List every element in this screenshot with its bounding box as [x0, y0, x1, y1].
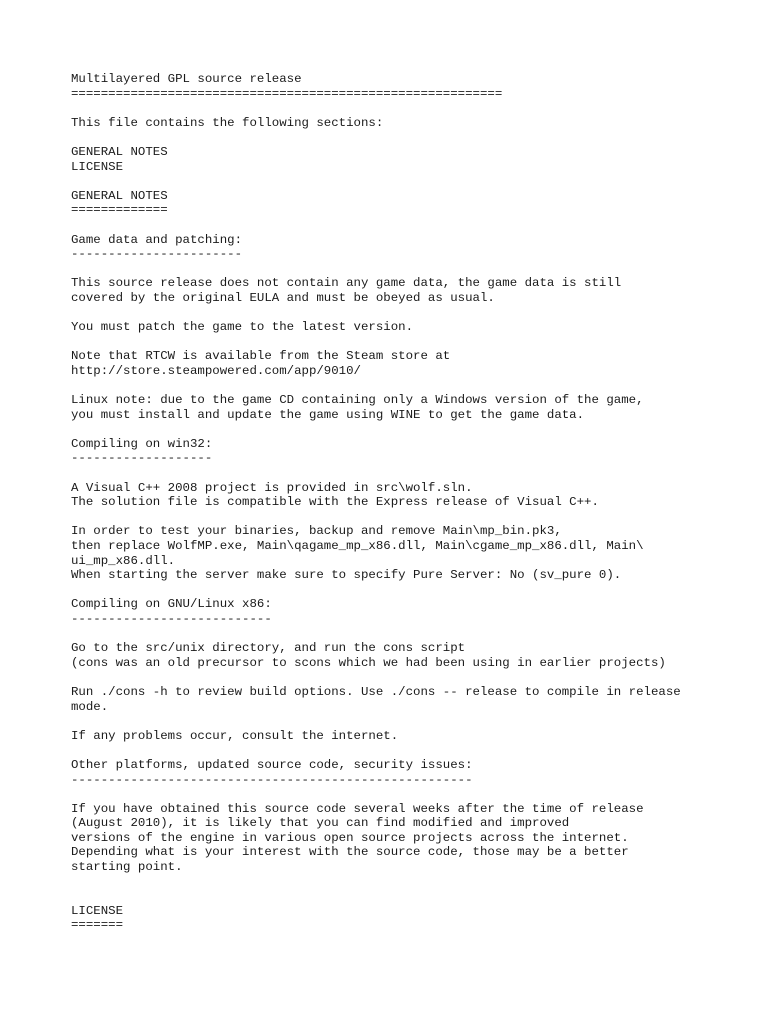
document-line: (cons was an old precursor to scons which we had been using in earlier projects) — [71, 655, 666, 670]
document-line: http://store.steampowered.com/app/9010/ — [71, 363, 361, 378]
document-line — [71, 583, 731, 598]
document-line: In order to test your binaries, backup and remove Main\mp_bin.pk3, — [71, 524, 562, 539]
document-line: ======= — [71, 918, 124, 933]
document-line: GENERAL NOTES — [71, 144, 168, 159]
document-line — [71, 306, 731, 321]
document-line: (August 2010), it is likely that you can find modified and improved — [71, 816, 570, 831]
document-line: ui_mp_x86.dll. — [71, 553, 176, 568]
document-line — [71, 889, 731, 904]
document-line: Note that RTCW is available from the Steam store at — [71, 349, 451, 364]
document-line: The solution file is compatible with the Express release of Visual C++. — [71, 495, 599, 510]
document-line: you must install and update the game using WINE to get the game data. — [71, 407, 585, 422]
document-line: If you have obtained this source code several weeks after the time of release — [71, 801, 644, 816]
document-line — [71, 670, 731, 685]
document-line — [71, 466, 731, 481]
document-line: You must patch the game to the latest version. — [71, 320, 414, 335]
document-line — [71, 101, 731, 116]
document-line: covered by the original EULA and must be obeyed as usual. — [71, 290, 495, 305]
document-line: This source release does not contain any game data, the game data is still — [71, 276, 622, 291]
document-line — [71, 174, 731, 189]
document-line — [71, 218, 731, 233]
document-line: starting point. — [71, 860, 183, 875]
document-line: Linux note: due to the game CD containing only a Windows version of the game, — [71, 393, 644, 408]
document-line — [71, 510, 731, 525]
document-line — [71, 335, 731, 350]
document-line — [71, 714, 731, 729]
document-line — [71, 378, 731, 393]
document-line: LICENSE — [71, 159, 124, 174]
document-line: ----------------------- — [71, 247, 243, 262]
document-line: Go to the src/unix directory, and run the cons script — [71, 641, 466, 656]
document-line — [71, 422, 731, 437]
document-line: Compiling on win32: — [71, 436, 213, 451]
document-line: versions of the engine in various open source projects across the internet. — [71, 830, 629, 845]
document-line: Run ./cons -h to review build options. Use ./cons -- release to compile in release — [71, 684, 681, 699]
document-line — [71, 262, 731, 277]
document-line: mode. — [71, 699, 109, 714]
document-line: GENERAL NOTES — [71, 188, 168, 203]
document-line: LICENSE — [71, 903, 124, 918]
document-line: ------------------- — [71, 451, 213, 466]
document-line: When starting the server make sure to specify Pure Server: No (sv_pure 0). — [71, 568, 622, 583]
document-line — [71, 130, 731, 145]
document-page — [71, 72, 731, 933]
document-line: --------------------------- — [71, 611, 272, 626]
document-line: If any problems occur, consult the internet. — [71, 728, 399, 743]
document-line: Depending what is your interest with the source code, those may be a better — [71, 845, 629, 860]
document-line: This file contains the following sections: — [71, 115, 384, 130]
document-line: Other platforms, updated source code, security issues: — [71, 757, 473, 772]
document-line — [71, 875, 731, 890]
document-line: Compiling on GNU/Linux x86: — [71, 597, 272, 612]
document-line: Multilayered GPL source release — [71, 72, 302, 86]
document-line: Game data and patching: — [71, 232, 243, 247]
document-line: ========================================================== — [71, 86, 503, 101]
document-line: then replace WolfMP.exe, Main\qagame_mp_x86.dll, Main\cgame_mp_x86.dll, Main\ — [71, 539, 644, 553]
document-line — [71, 743, 731, 758]
document-line — [71, 627, 731, 642]
document-line — [71, 787, 731, 802]
document-line: ============= — [71, 203, 168, 218]
document-line: A Visual C++ 2008 project is provided in src\wolf.sln. — [71, 480, 473, 495]
document-line: ------------------------------------------------------ — [71, 772, 473, 787]
